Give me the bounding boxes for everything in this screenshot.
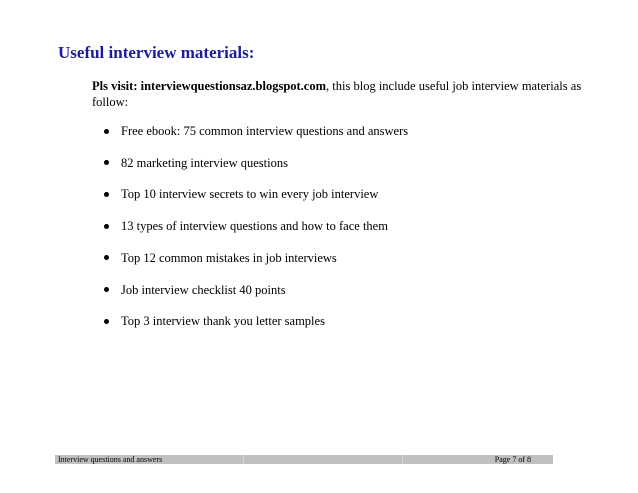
list-item: Top 3 interview thank you letter samples [104, 314, 325, 329]
intro-text: , this blog include useful job interview materials as follow: [92, 79, 582, 109]
page-number: Page 7 of 8 [494, 455, 531, 464]
bullet-icon [104, 319, 109, 324]
bullet-icon [104, 287, 109, 292]
bullet-icon [104, 192, 109, 197]
bullet-icon [104, 255, 109, 260]
intro-link-text: Pls visit: interviewquestionsaz.blogspot.com [92, 79, 327, 93]
section-heading: Useful interview materials: [58, 43, 255, 62]
footer-divider [243, 455, 244, 464]
list-item: 13 types of interview questions and how to face them [104, 219, 388, 234]
bullet-icon [104, 160, 109, 165]
bullet-icon [104, 224, 109, 229]
list-item: Top 12 common mistakes in job interviews [104, 251, 337, 266]
list-item: Free ebook: 75 common interview questions and answers [104, 124, 408, 139]
list-item: Job interview checklist 40 points [104, 283, 286, 298]
list-item: Top 10 interview secrets to win every job interview [104, 187, 378, 202]
page-footer [55, 455, 553, 464]
list-item: 82 marketing interview questions [104, 156, 288, 171]
intro-paragraph [92, 78, 612, 110]
footer-divider [402, 455, 403, 464]
footer-title: Interview questions and answers [58, 455, 163, 464]
bullet-icon [104, 129, 109, 134]
